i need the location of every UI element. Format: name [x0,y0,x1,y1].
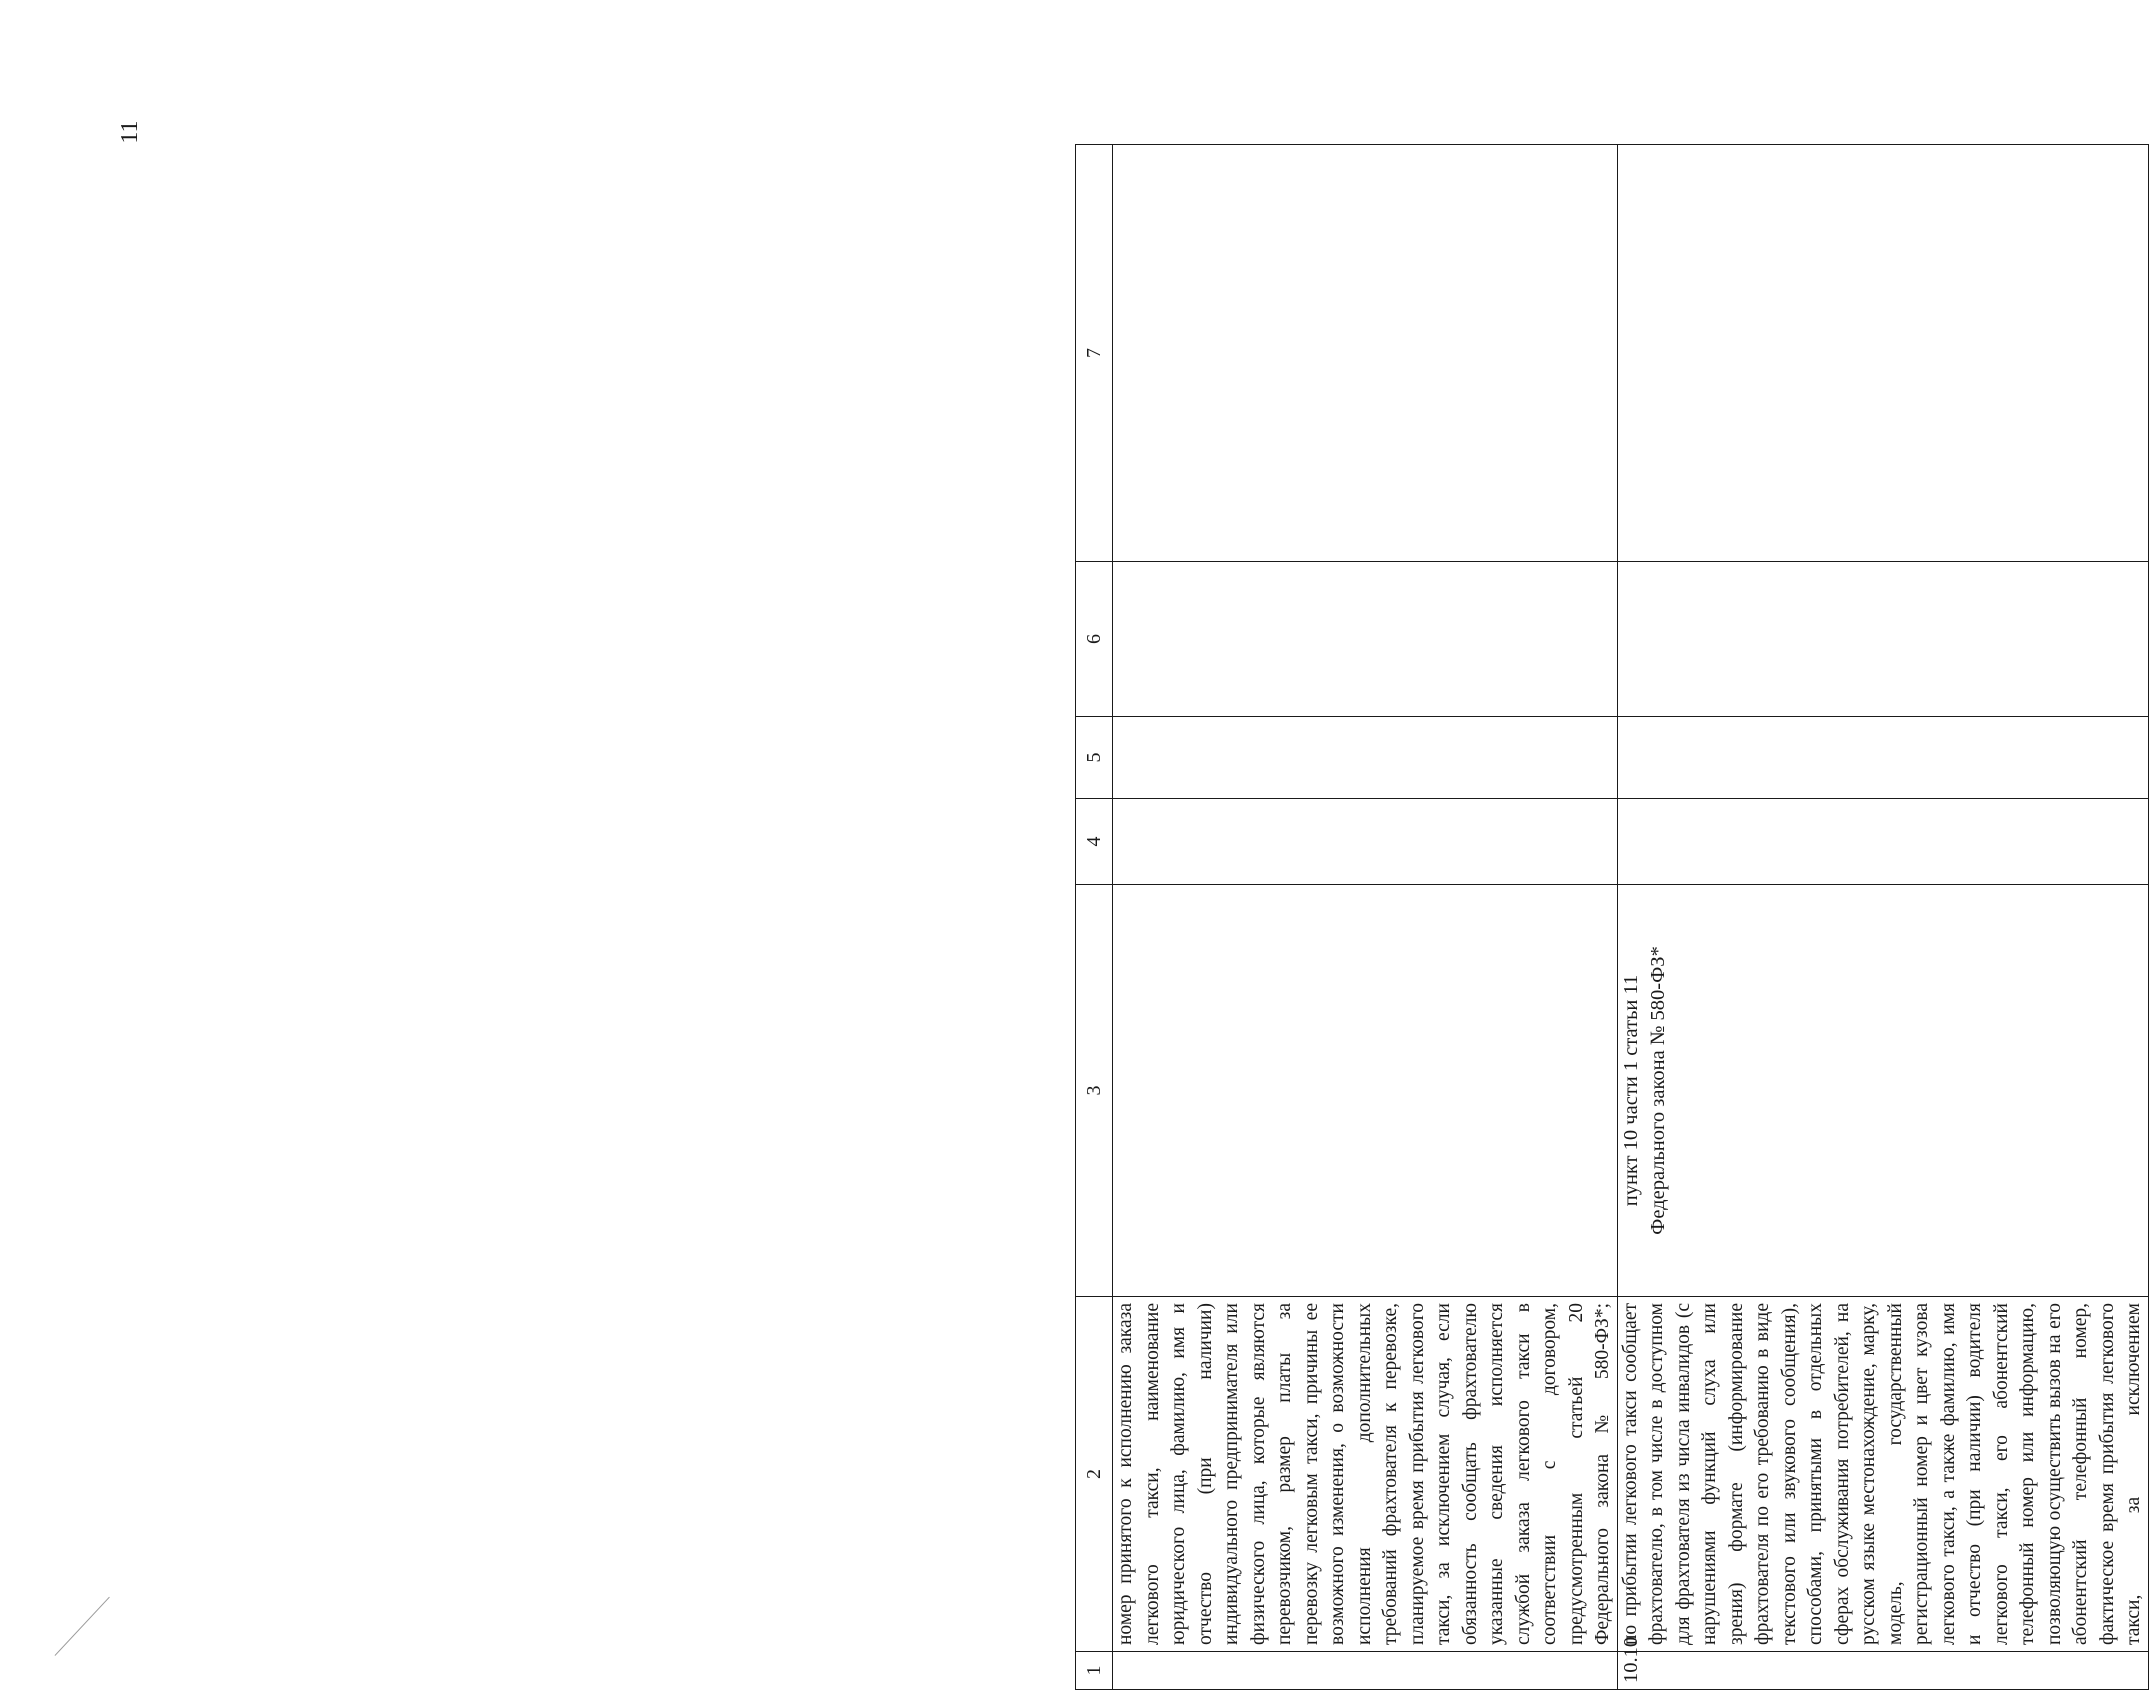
col-number-2: 2 [1076,1297,1113,1652]
col-number-5: 5 [1076,717,1113,799]
row-a-requirement-text: номер принятого к исполнению заказа легкового такси, наименование юридического лица, фамилию, имя и отчество (при наличии) индивидуального предпринимателя или физического лица, которые являются перевозчиком, размер платы за перевозку легковым такси, причины ее возможного изменения, о возможности исполнения дополнительных требований фрахтователя к перевозке, планируемое время прибытия легкового такси, за исключением случая, если обязанность сообщать фрахтователю указанные сведения исполняется службой заказа легкового такси в соответствии с договором, предусмотренным статьей 20 Федерального закона № 580-ФЗ*; [1113,1297,1618,1652]
row-a-cell-4 [1113,799,1618,885]
column-number-row [1076,145,1113,1690]
row-b-cell-4 [1617,799,2148,885]
row-a-legal-basis-cell [1113,885,1618,1297]
table-row [1113,145,1618,1690]
row-b-legal-basis-cell [1617,885,2148,1297]
row-b-requirement-text: по прибытии легкового такси сообщает фрахтователю, в том числе в доступном для фрахтователя из числа инвалидов (с нарушениями функций слуха или зрения) формате (информирование фрахтователя по его требованию в виде текстового или звукового сообщения), способами, принятыми в отдельных сферах обслуживания потребителей, на русском языке местонахождение, марку, модель, государственный регистрационный номер и цвет кузова легкового такси, а также фамилию, имя и отчество (при наличии) водителя легкового такси, его абонентский телефонный номер или информацию, позволяющую осуществить вызов на его абонентский телефонный номер, фактическое время прибытия легкового такси, за исключением [1617,1297,2148,1652]
table-container [1075,145,2144,1690]
requirements-table [1075,144,2149,1690]
col-number-7: 7 [1076,145,1113,562]
scan-mark [55,1597,111,1656]
row-b-cell-5 [1617,717,2148,799]
page-number: 11 [117,120,143,144]
row-a-number-cell [1113,1652,1618,1690]
row-a-cell-7 [1113,145,1618,562]
col-number-4: 4 [1076,799,1113,885]
row-a-cell-6 [1113,562,1618,717]
row-b-cell-7 [1617,145,2148,562]
table-row [1617,145,2148,1690]
legal-basis-line-2: Федерального закона № 580-ФЗ* [1646,946,1669,1235]
row-a-cell-5 [1113,717,1618,799]
row-b-cell-6 [1617,562,2148,717]
col-number-3: 3 [1076,885,1113,1297]
legal-basis-line-1: пункт 10 части 1 статьи 11 [1619,974,1642,1207]
col-number-6: 6 [1076,562,1113,717]
row-b-number-cell: 10.10 [1617,1652,2148,1690]
col-number-1: 1 [1076,1652,1113,1690]
